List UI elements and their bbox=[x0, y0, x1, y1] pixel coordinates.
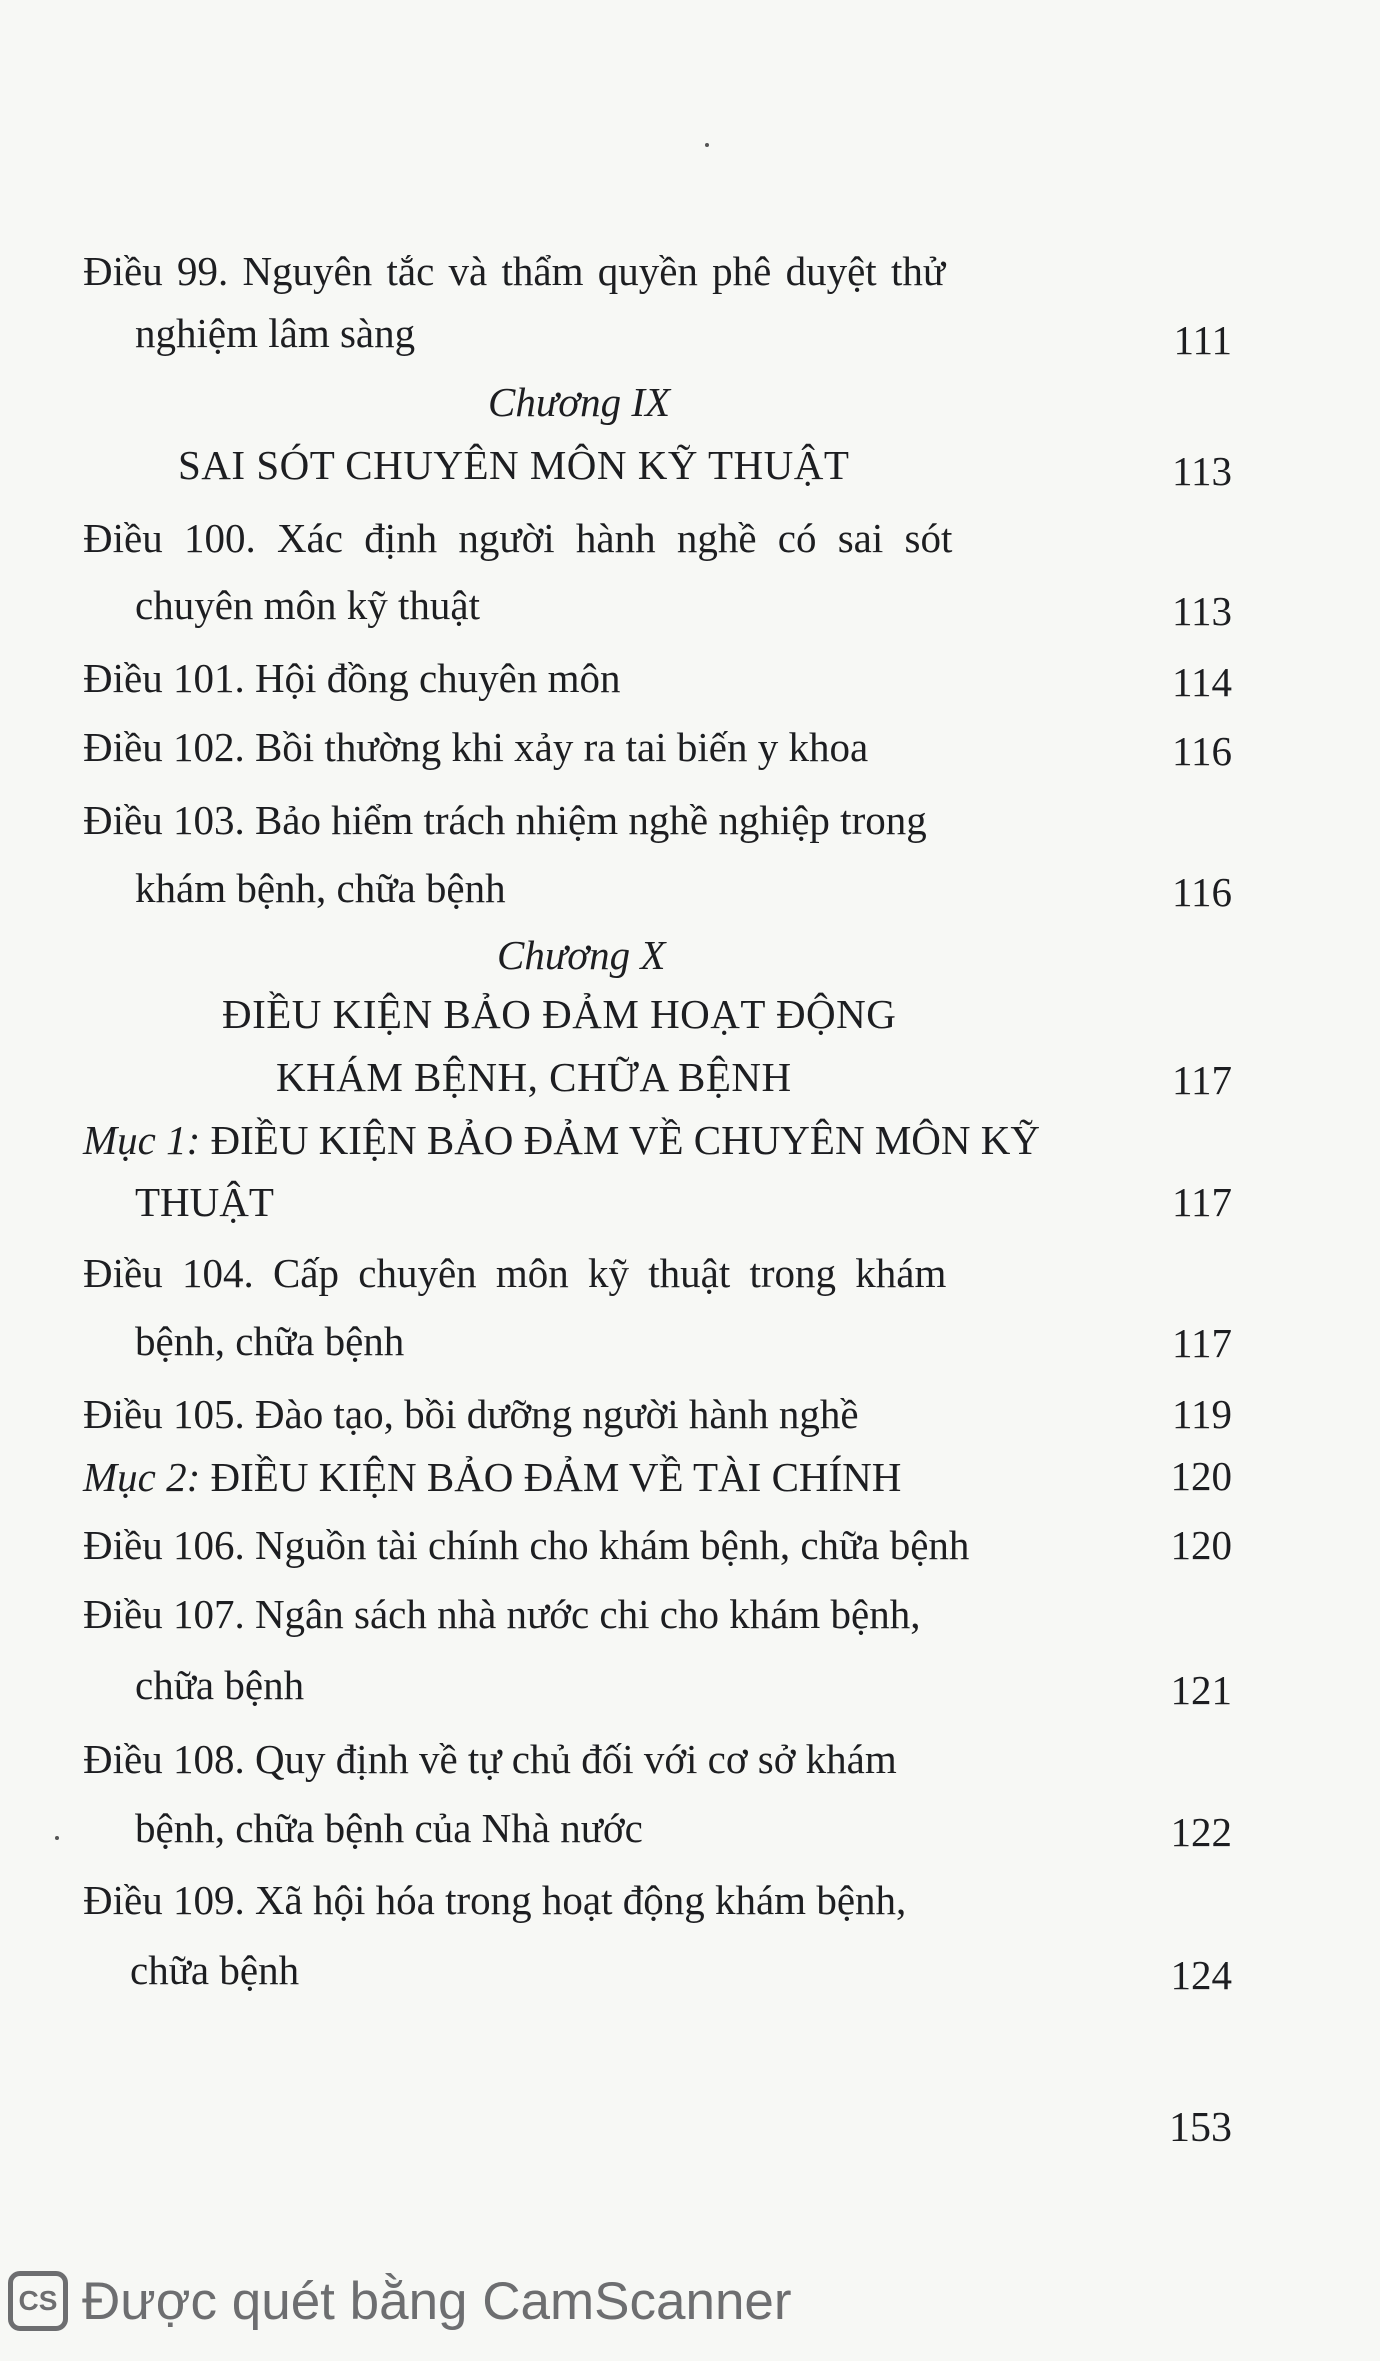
toc-page-number: 124 bbox=[1170, 1952, 1232, 1998]
toc-page-number: 121 bbox=[1170, 1667, 1232, 1713]
toc-page-number: 114 bbox=[1172, 659, 1232, 705]
scan-speck bbox=[705, 143, 709, 147]
toc-entry-text: Điều 107. Ngân sách nhà nước chi cho khám bệnh, bbox=[83, 1591, 921, 1637]
toc-page-number: 116 bbox=[1172, 869, 1232, 915]
watermark-text: Được quét bằng CamScanner bbox=[82, 2271, 792, 2331]
section-label: Mục 1: bbox=[83, 1117, 201, 1163]
section-heading bbox=[83, 1452, 901, 1502]
scan-speck bbox=[55, 1836, 59, 1840]
toc-page-number: 113 bbox=[1172, 588, 1232, 634]
toc-entry-text: Điều 101. Hội đồng chuyên môn bbox=[83, 655, 621, 701]
section-heading: THUẬT bbox=[135, 1179, 274, 1225]
toc-page-number: 113 bbox=[1172, 448, 1232, 494]
toc-entry-text: Điều 108. Quy định về tự chủ đối với cơ sở khám bbox=[83, 1736, 897, 1782]
toc-entry-text: khám bệnh, chữa bệnh bbox=[135, 865, 506, 911]
scanner-watermark bbox=[0, 2268, 792, 2334]
toc-entry-text: chuyên môn kỹ thuật bbox=[135, 582, 481, 628]
toc-page-number: 117 bbox=[1172, 1320, 1232, 1366]
toc-entry-text: chữa bệnh bbox=[135, 1662, 305, 1708]
chapter-label: Chương IX bbox=[488, 379, 671, 425]
toc-page-number: 119 bbox=[1172, 1391, 1232, 1437]
toc-entry-text: nghiệm lâm sàng bbox=[135, 310, 416, 356]
toc-entry-text: Điều 99. Nguyên tắc và thẩm quyền phê duyệt thử bbox=[83, 248, 946, 294]
toc-page-number: 111 bbox=[1173, 317, 1232, 363]
toc-entry-text: Điều 104. Cấp chuyên môn kỹ thuật trong khám bbox=[83, 1250, 947, 1296]
section-heading bbox=[83, 1115, 1040, 1165]
toc-page-number: 117 bbox=[1172, 1057, 1232, 1103]
chapter-label: Chương X bbox=[497, 932, 666, 978]
toc-entry-text: Điều 106. Nguồn tài chính cho khám bệnh, chữa bệnh bbox=[83, 1522, 970, 1568]
section-title: ĐIỀU KIỆN BẢO ĐẢM VỀ TÀI CHÍNH bbox=[200, 1454, 902, 1500]
toc-entry-text: bệnh, chữa bệnh của Nhà nước bbox=[135, 1805, 643, 1851]
toc-entry-text: chữa bệnh bbox=[130, 1947, 300, 1993]
camscanner-logo-icon: CS bbox=[8, 2271, 68, 2331]
chapter-title: ĐIỀU KIỆN BẢO ĐẢM HOẠT ĐỘNG bbox=[222, 991, 897, 1037]
toc-page-number: 120 bbox=[1170, 1453, 1232, 1499]
toc-entry-text: Điều 100. Xác định người hành nghề có sai sót bbox=[83, 515, 953, 561]
toc-page-number: 120 bbox=[1170, 1522, 1232, 1568]
toc-entry-text: Điều 102. Bồi thường khi xảy ra tai biến y khoa bbox=[83, 724, 869, 770]
toc-entry-text: Điều 105. Đào tạo, bồi dưỡng người hành nghề bbox=[83, 1391, 859, 1437]
toc-page-number: 117 bbox=[1172, 1179, 1232, 1225]
toc-entry-text: bệnh, chữa bệnh bbox=[135, 1318, 405, 1364]
chapter-title: SAI SÓT CHUYÊN MÔN KỸ THUẬT bbox=[178, 442, 850, 488]
section-label: Mục 2: bbox=[83, 1454, 201, 1500]
book-page-number: 153 bbox=[1169, 2105, 1232, 2151]
toc-entry-text: Điều 109. Xã hội hóa trong hoạt động khám bệnh, bbox=[83, 1877, 907, 1923]
chapter-title: KHÁM BỆNH, CHỮA BỆNH bbox=[276, 1054, 792, 1100]
toc-entry-text: Điều 103. Bảo hiểm trách nhiệm nghề nghiệp trong bbox=[83, 797, 927, 843]
toc-page-number: 116 bbox=[1172, 728, 1232, 774]
toc-page-number: 122 bbox=[1170, 1809, 1232, 1855]
section-title: ĐIỀU KIỆN BẢO ĐẢM VỀ CHUYÊN MÔN KỸ bbox=[200, 1117, 1040, 1163]
